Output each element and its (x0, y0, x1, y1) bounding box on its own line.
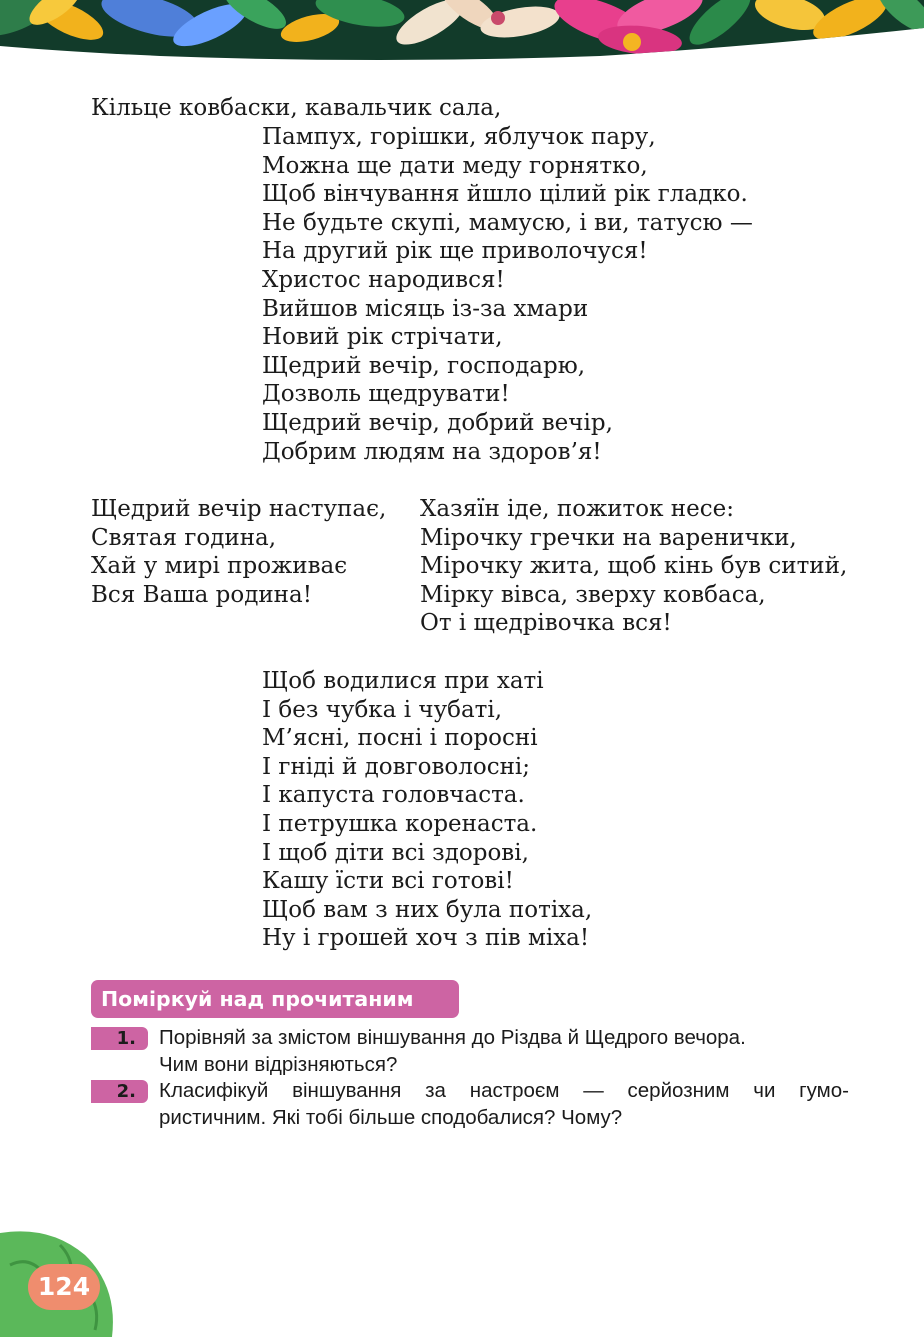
task-line: Чим вони відрізняються? (159, 1053, 398, 1076)
floral-banner (0, 0, 924, 72)
poem-line: Можна ще дати меду горнятко, (262, 152, 648, 179)
poem-line: І петрушка коренаста. (262, 810, 538, 837)
poem-line: Дозволь щедрувати! (262, 381, 510, 408)
poem-line: Пампух, горішки, яблучок пару, (262, 124, 656, 150)
task-text (159, 1077, 849, 1131)
task-number-badge: 2. (91, 1080, 148, 1103)
poem-line: Щедрий вечір, добрий вечір, (262, 409, 613, 436)
poem-right-column (420, 495, 847, 638)
poem-line: Кашу їсти всі готові! (262, 868, 514, 895)
poem-line: Вийшов місяць із-за хмари (262, 295, 589, 322)
task-line: ристичним. Які тобі більше сподобалися? Чому? (159, 1106, 623, 1129)
poem-line: Щедрий вечір, господарю, (262, 352, 586, 379)
poem-line: Христос народився! (262, 266, 505, 293)
poem-line: Святая година, (91, 524, 277, 551)
page-number: 124 (28, 1264, 100, 1310)
poem-line: І щоб діти всі здорові, (262, 839, 529, 866)
poem-line: На другий рік ще приволочуся! (262, 238, 648, 265)
poem-line: І гніді й довговолосні; (262, 753, 531, 780)
poem-line: Вся Ваша родина! (91, 581, 312, 608)
poem-line: Щедрий вечір наступає, (91, 496, 387, 522)
poem-line: Добрим людям на здоров’я! (262, 438, 602, 465)
poem-line: Хай у мирі проживає (91, 553, 348, 580)
poem-line: Щоб водилися при хаті (262, 668, 544, 694)
poem-line: Мірочку гречки на варенички, (420, 524, 797, 551)
poem-intro-stanza (262, 123, 753, 466)
poem-line: Кільце ковбаски, кавальчик сала, (91, 95, 502, 121)
poem-left-column (91, 495, 386, 609)
poem-line: Новий рік стрічати, (262, 324, 503, 351)
poem-line: Щоб вінчування йшло цілий рік гладко. (262, 181, 748, 208)
poem-line: Щоб вам з них була потіха, (262, 896, 593, 923)
task-text (159, 1024, 849, 1078)
poem-line: М’ясні, посні і поросні (262, 725, 538, 752)
poem-line: От і щедрівочка вся! (420, 610, 672, 637)
poem-line: Не будьте скупі, мамусю, і ви, татусю — (262, 209, 753, 236)
poem-intro-first-line (91, 94, 501, 123)
poem-line: Мірочку жита, щоб кінь був ситий, (420, 553, 848, 580)
task-number-badge: 1. (91, 1027, 148, 1050)
poem-line: Ну і грошей хоч з пів міха! (262, 925, 590, 952)
poem-line: Хазяїн іде, пожиток несе: (420, 496, 734, 522)
task-line: Класифікуй віншування за настроєм — серйозним чи гумо- (159, 1079, 849, 1102)
section-title: Поміркуй над прочитаним (91, 980, 459, 1018)
poem-line: І без чубка і чубаті, (262, 696, 503, 723)
poem-line: Мірку вівса, зверху ковбаса, (420, 581, 766, 608)
poem-last-stanza (262, 667, 592, 953)
task-line: Порівняй за змістом віншування до Різдва й Щедрого вечора. (159, 1026, 746, 1049)
poem-line: І капуста головчаста. (262, 782, 525, 809)
